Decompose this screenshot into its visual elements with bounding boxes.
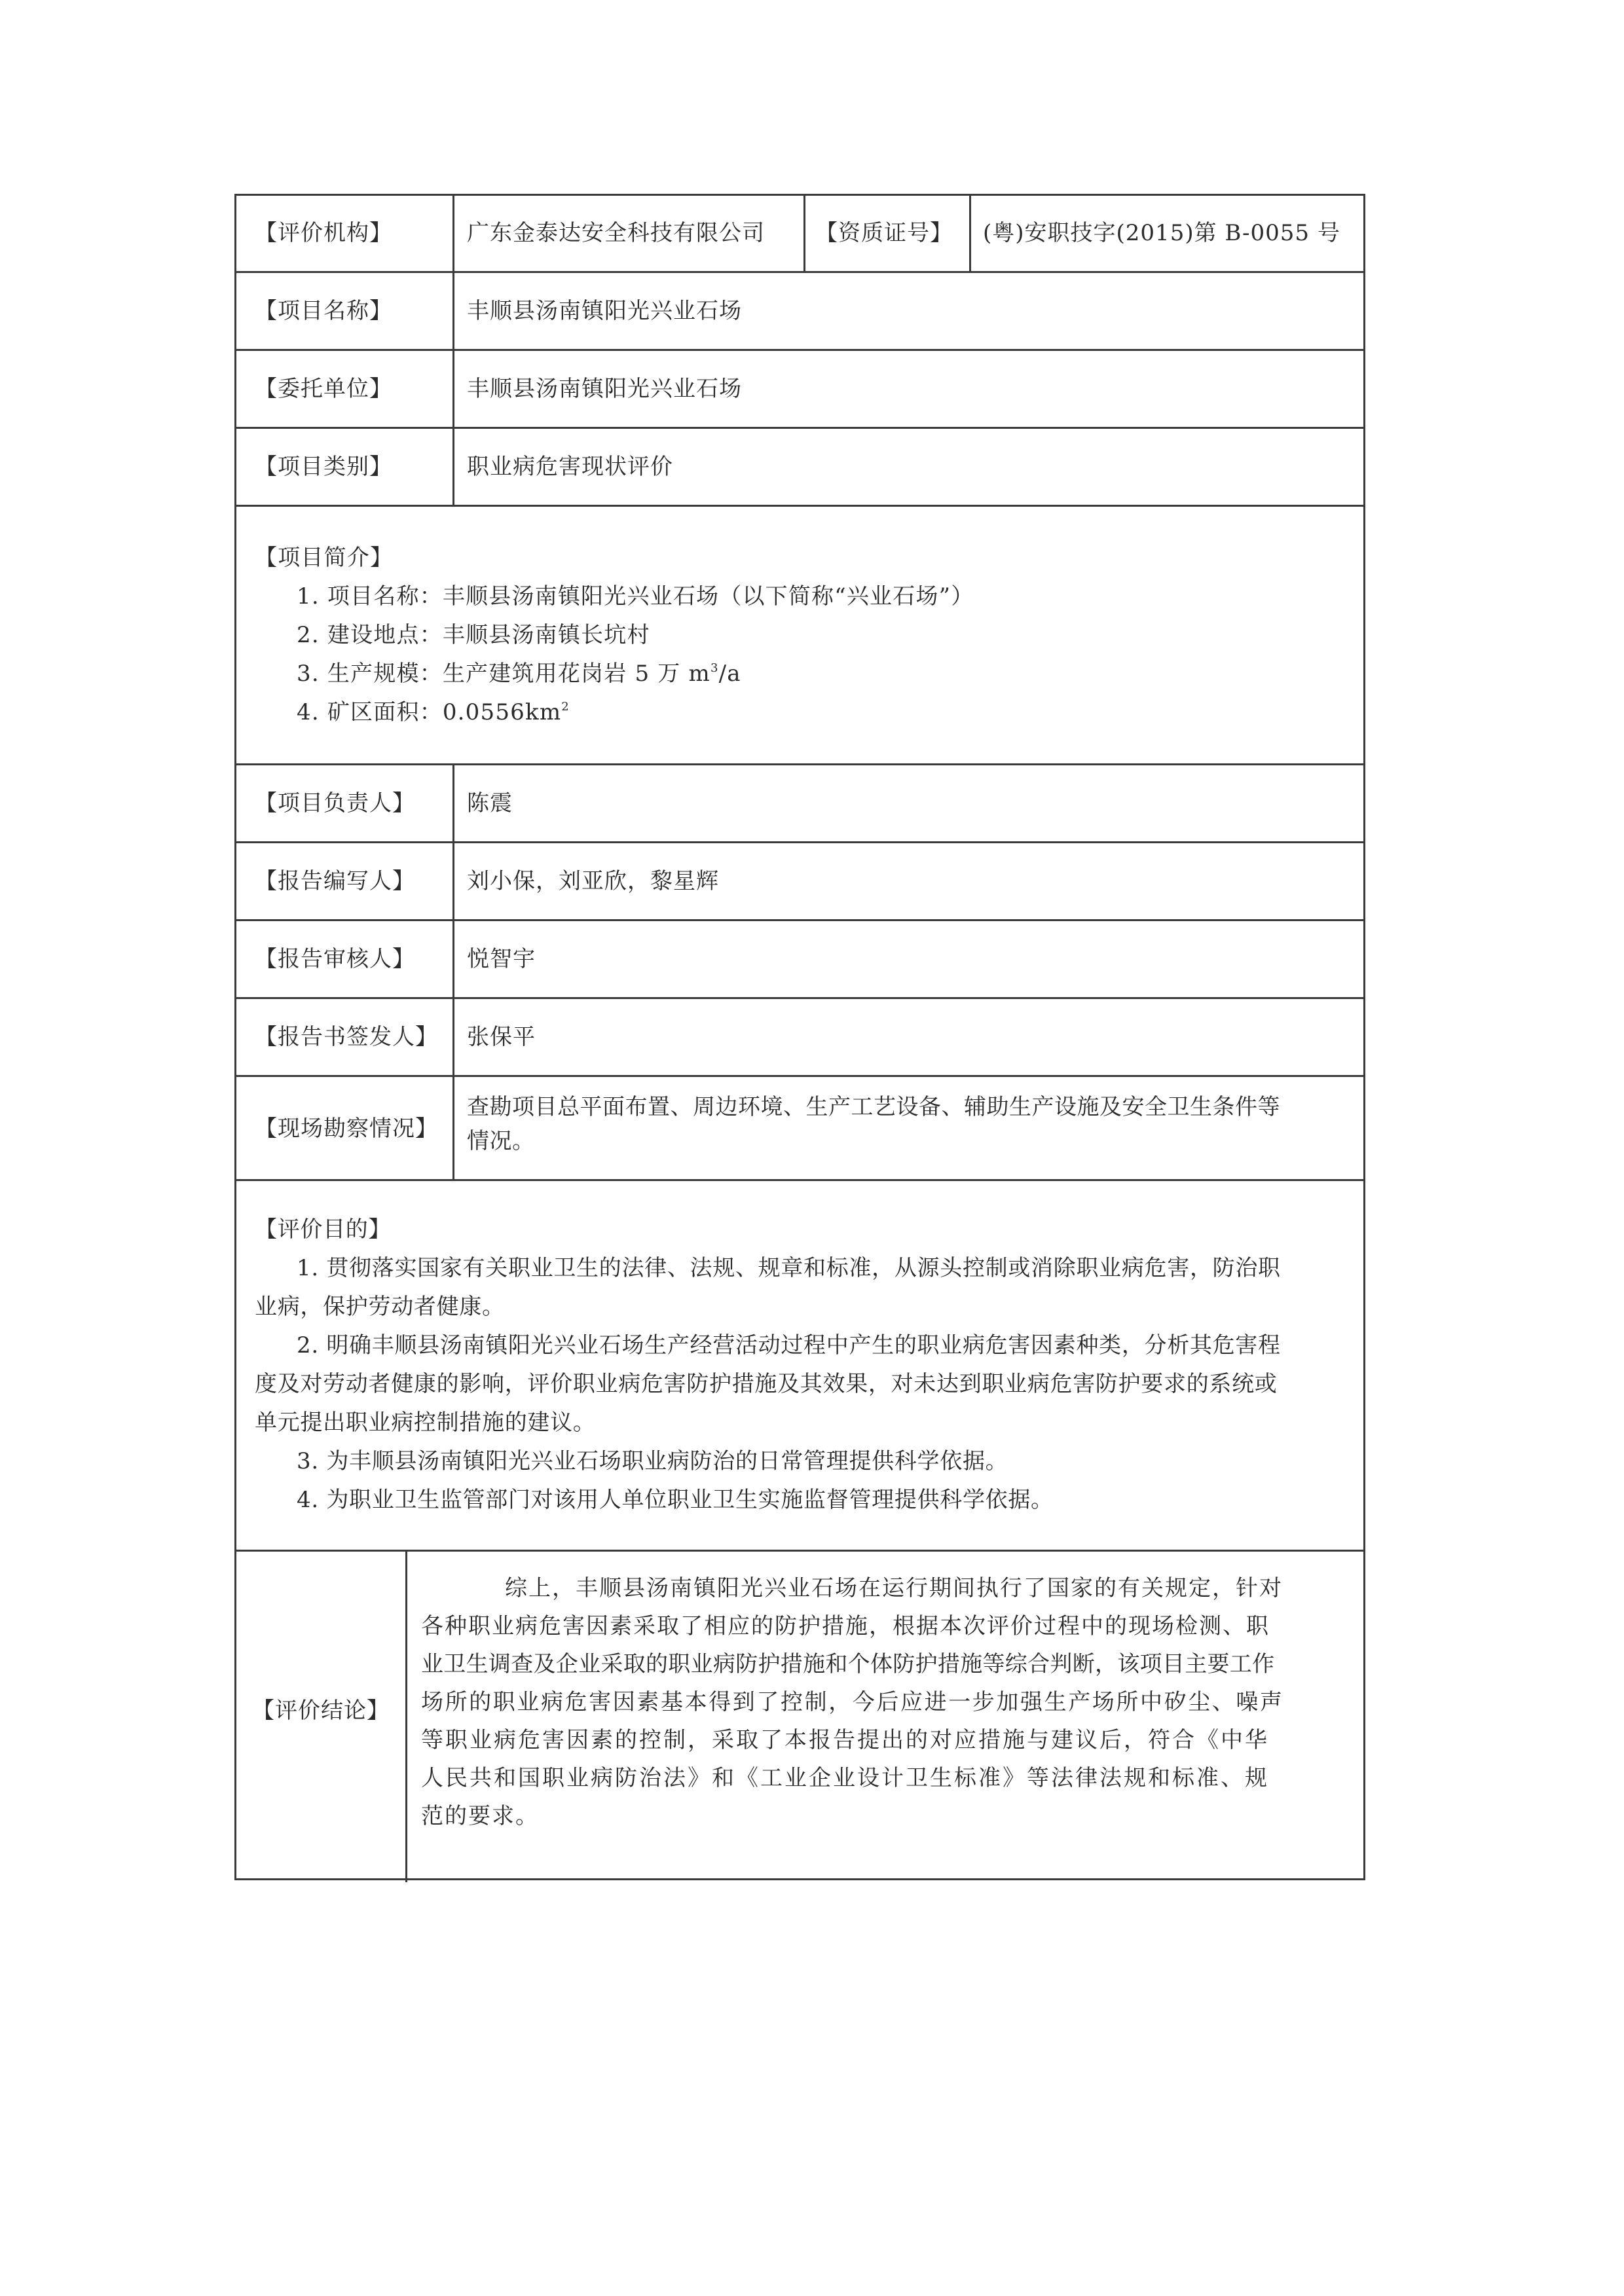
evaluation-summary-table bbox=[234, 194, 1365, 1880]
project-name-value: 丰顺县汤南镇阳光兴业石场 bbox=[467, 298, 742, 324]
purpose-line: 3. 为丰顺县汤南镇阳光兴业石场职业病防治的日常管理提供科学依据。 bbox=[297, 1448, 1008, 1474]
intro-item: 1. 项目名称：丰顺县汤南镇阳光兴业石场（以下简称“兴业石场”） bbox=[297, 583, 974, 610]
leader-label: 【项目负责人】 bbox=[255, 790, 415, 816]
purpose-line: 单元提出职业病控制措施的建议。 bbox=[255, 1410, 596, 1436]
survey-value bbox=[467, 1090, 1280, 1158]
survey-line: 查勘项目总平面布置、周边环境、生产工艺设备、辅助生产设施及安全卫生条件等 bbox=[467, 1094, 1280, 1120]
survey-label: 【现场勘察情况】 bbox=[255, 1116, 438, 1142]
signer-value: 张保平 bbox=[467, 1024, 536, 1050]
intro-item bbox=[255, 655, 974, 693]
purpose-line: 度及对劳动者健康的影响，评价职业病危害防护措施及其效果，对未达到职业病危害防护要求的系统或 bbox=[255, 1371, 1278, 1397]
purpose-line: 2. 明确丰顺县汤南镇阳光兴业石场生产经营活动过程中产生的职业病危害因素种类，分析其危害程 bbox=[297, 1332, 1281, 1358]
category-value: 职业病危害现状评价 bbox=[467, 454, 673, 480]
conclusion-label: 【评价结论】 bbox=[252, 1698, 390, 1724]
row-divider bbox=[236, 1075, 1363, 1077]
purpose-line: 1. 贯彻落实国家有关职业卫生的法律、法规、规章和标准，从源头控制或消除职业病危害，防治职 bbox=[297, 1255, 1281, 1281]
org-value: 广东金泰达安全科技有限公司 bbox=[467, 220, 765, 246]
intro-scale-text: 3. 生产规模：生产建筑用花岗岩 5 万 m bbox=[297, 661, 710, 687]
purpose-line: 4. 为职业卫生监管部门对该用人单位职业卫生实施监督管理提供科学依据。 bbox=[297, 1487, 1054, 1513]
client-label: 【委托单位】 bbox=[255, 376, 392, 402]
client-value: 丰顺县汤南镇阳光兴业石场 bbox=[467, 376, 742, 402]
column-divider bbox=[969, 196, 971, 271]
column-divider bbox=[452, 196, 454, 505]
intro-label: 【项目简介】 bbox=[255, 545, 394, 571]
survey-line: 情况。 bbox=[467, 1128, 535, 1154]
conclusion-line: 等职业病危害因素的控制，采取了本报告提出的对应措施与建议后，符合《中华 bbox=[421, 1727, 1269, 1753]
row-divider bbox=[236, 505, 1363, 507]
evaluation-purpose bbox=[255, 1211, 1281, 1520]
conclusion-line: 人民共和国职业病防治法》和《工业企业设计卫生标准》等法律法规和标准、规 bbox=[421, 1765, 1269, 1791]
row-divider bbox=[236, 271, 1363, 273]
conclusion-line: 范的要求。 bbox=[421, 1803, 539, 1829]
project-name-label: 【项目名称】 bbox=[255, 298, 392, 324]
conclusion-line: 综上，丰顺县汤南镇阳光兴业石场在运行期间执行了国家的有关规定，针对 bbox=[505, 1575, 1283, 1601]
category-label: 【项目类别】 bbox=[255, 454, 392, 480]
column-divider bbox=[405, 1550, 407, 1882]
row-divider bbox=[236, 349, 1363, 351]
conclusion-line: 各种职业病危害因素采取了相应的防护措施，根据本次评价过程中的现场检测、职 bbox=[421, 1613, 1270, 1639]
writers-value: 刘小保，刘亚欣，黎星辉 bbox=[467, 868, 719, 894]
intro-scale-unit: /a bbox=[718, 661, 741, 687]
reviewer-value: 悦智宇 bbox=[467, 946, 536, 972]
cert-label: 【资质证号】 bbox=[815, 220, 953, 246]
conclusion-text bbox=[421, 1569, 1284, 1835]
row-divider bbox=[236, 763, 1363, 765]
row-divider bbox=[236, 427, 1363, 429]
intro-item: 2. 建设地点：丰顺县汤南镇长坑村 bbox=[297, 622, 650, 648]
row-divider bbox=[236, 997, 1363, 999]
writers-label: 【报告编写人】 bbox=[255, 868, 415, 894]
column-divider bbox=[803, 196, 805, 271]
purpose-line: 业病，保护劳动者健康。 bbox=[255, 1294, 505, 1320]
row-divider bbox=[236, 1179, 1363, 1181]
leader-value: 陈震 bbox=[467, 790, 513, 816]
intro-area-text: 4. 矿区面积：0.0556km bbox=[297, 699, 562, 725]
purpose-label: 【评价目的】 bbox=[255, 1216, 392, 1243]
conclusion-line: 场所的职业病危害因素基本得到了控制，今后应进一步加强生产场所中矽尘、噪声 bbox=[421, 1689, 1284, 1715]
org-label: 【评价机构】 bbox=[255, 220, 392, 246]
column-divider bbox=[452, 763, 454, 1179]
signer-label: 【报告书签发人】 bbox=[255, 1024, 438, 1050]
cert-value: (粤)安职技字(2015)第 B-0055 号 bbox=[983, 220, 1340, 246]
intro-item bbox=[255, 693, 974, 732]
project-intro bbox=[255, 539, 974, 732]
reviewer-label: 【报告审核人】 bbox=[255, 946, 415, 972]
row-divider bbox=[236, 841, 1363, 843]
unit-superscript: 3 bbox=[710, 661, 719, 675]
conclusion-line: 业卫生调查及企业采取的职业病防护措施和个体防护措施等综合判断，该项目主要工作 bbox=[421, 1651, 1275, 1677]
row-divider bbox=[236, 919, 1363, 921]
unit-superscript: 2 bbox=[561, 700, 570, 714]
